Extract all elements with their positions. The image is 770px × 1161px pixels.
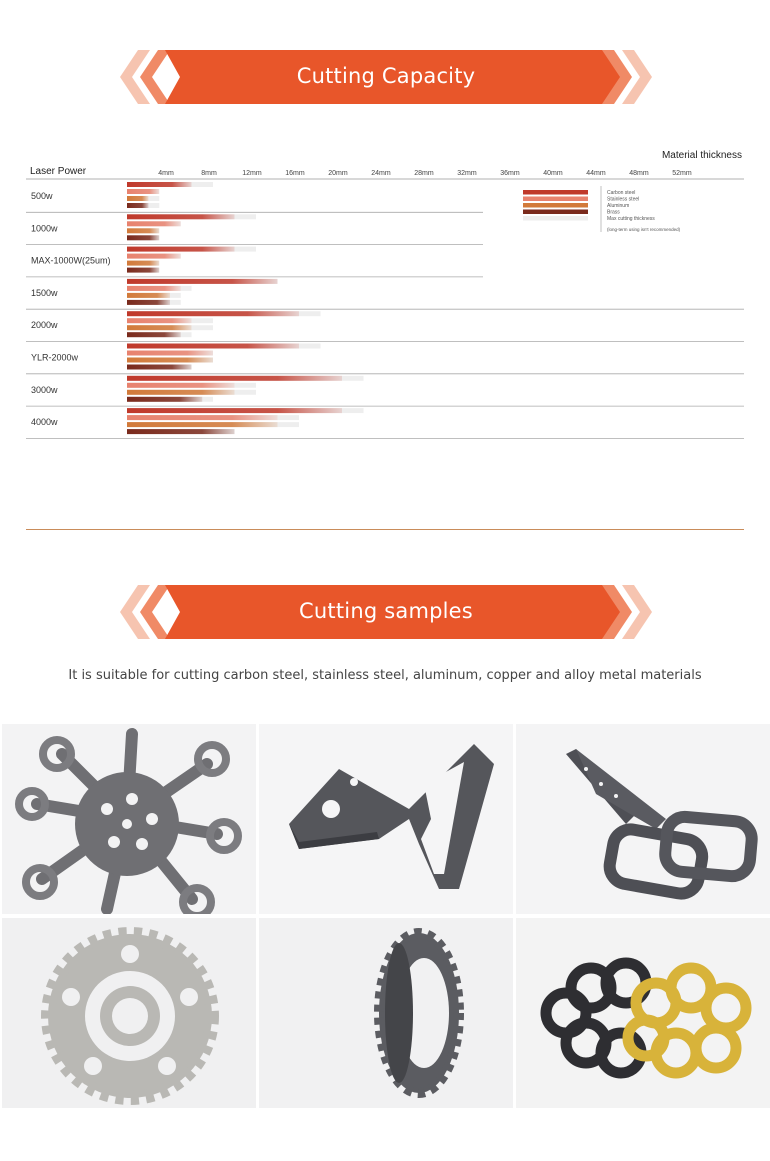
capacity-bar [127,415,278,420]
capacity-bar [127,422,278,427]
capacity-bar [127,325,192,330]
row-label: 2000w [31,320,58,331]
x-tick-label: 4mm [158,170,174,177]
capacity-bar [127,228,159,233]
row-label: 500w [31,191,53,201]
x-tick-label: 52mm [672,170,692,177]
capacity-chart [0,140,770,450]
legend-label: Aluminum [607,203,630,209]
sample-starburst-image [2,724,256,914]
x-tick-label: 32mm [457,170,477,177]
sample-scissors-image [516,724,770,914]
capacity-bar [127,358,213,363]
legend-label: Max cutting thickness [607,216,655,222]
sample-sprocket-flat-image [2,918,256,1108]
x-tick-label: 28mm [414,170,434,177]
section-title: Cutting Capacity [296,64,476,88]
x-tick-label: 40mm [543,170,563,177]
capacity-bar [127,390,235,395]
capacity-bar [127,203,149,208]
legend-swatch [523,197,588,202]
legend-swatch [523,210,588,215]
capacity-bar [127,300,170,305]
legend-label: Brass [607,209,620,216]
x-tick-label: 8mm [201,170,217,177]
capacity-bar [127,182,192,187]
row-label: 4000w [31,417,58,428]
x-tick-label: 48mm [629,170,649,177]
legend-label: Carbon steel [607,190,636,196]
capacity-bar [127,196,149,201]
capacity-bar [127,268,159,273]
samples-gallery [2,724,770,1110]
row-label: 1500w [31,287,58,298]
capacity-bar [127,279,278,284]
capacity-bar [127,383,235,388]
cutting-capacity-banner [120,50,652,104]
x-tick-label: 44mm [586,170,606,177]
samples-intro-text: It is suitable for cutting carbon steel, stainless steel, aluminum, copper and alloy metal materials [68,668,702,683]
cutting-samples-banner [120,585,652,639]
capacity-bar [127,311,299,316]
capacity-bar [127,344,299,349]
x-tick-label: 20mm [328,170,348,177]
row-label: 1000w [31,223,58,234]
capacity-bar [127,332,181,337]
x-tick-label: 12mm [242,170,262,177]
capacity-bar [127,397,202,402]
capacity-bar [127,429,235,434]
capacity-bar [127,286,181,291]
capacity-bar [127,351,213,356]
x-tick-label: 36mm [500,170,520,177]
capacity-bar [127,221,181,226]
capacity-bar [127,293,170,298]
x-tick-label: 24mm [371,170,391,177]
capacity-bar [127,318,192,323]
section-divider [26,529,744,530]
legend-swatch [523,203,588,208]
section-title: Cutting samples [299,599,473,623]
capacity-bar [127,376,342,381]
row-header: Laser Power [30,166,87,177]
legend-swatch [523,190,588,195]
legend-swatch [523,216,588,221]
sample-bracket-image [259,724,513,914]
row-label: MAX-1000W(25um) [31,255,111,266]
sample-heart-rings-image [516,918,770,1108]
x-tick-label: 16mm [285,170,305,177]
row-label: YLR-2000w [31,352,79,363]
capacity-bar [127,408,342,413]
legend-label: Stainless steel [607,196,640,203]
capacity-bar [127,254,181,259]
capacity-bar [127,189,159,194]
legend-note: (long-term using isn't recommended) [607,227,681,232]
capacity-bar [127,214,235,219]
capacity-bar [127,235,159,240]
row-label: 3000w [31,384,58,395]
x-axis-title: Material thickness [661,150,742,161]
sample-sprocket-angled-image [259,918,513,1108]
capacity-bar [127,365,192,370]
capacity-bar [127,247,235,252]
capacity-bar [127,261,159,266]
